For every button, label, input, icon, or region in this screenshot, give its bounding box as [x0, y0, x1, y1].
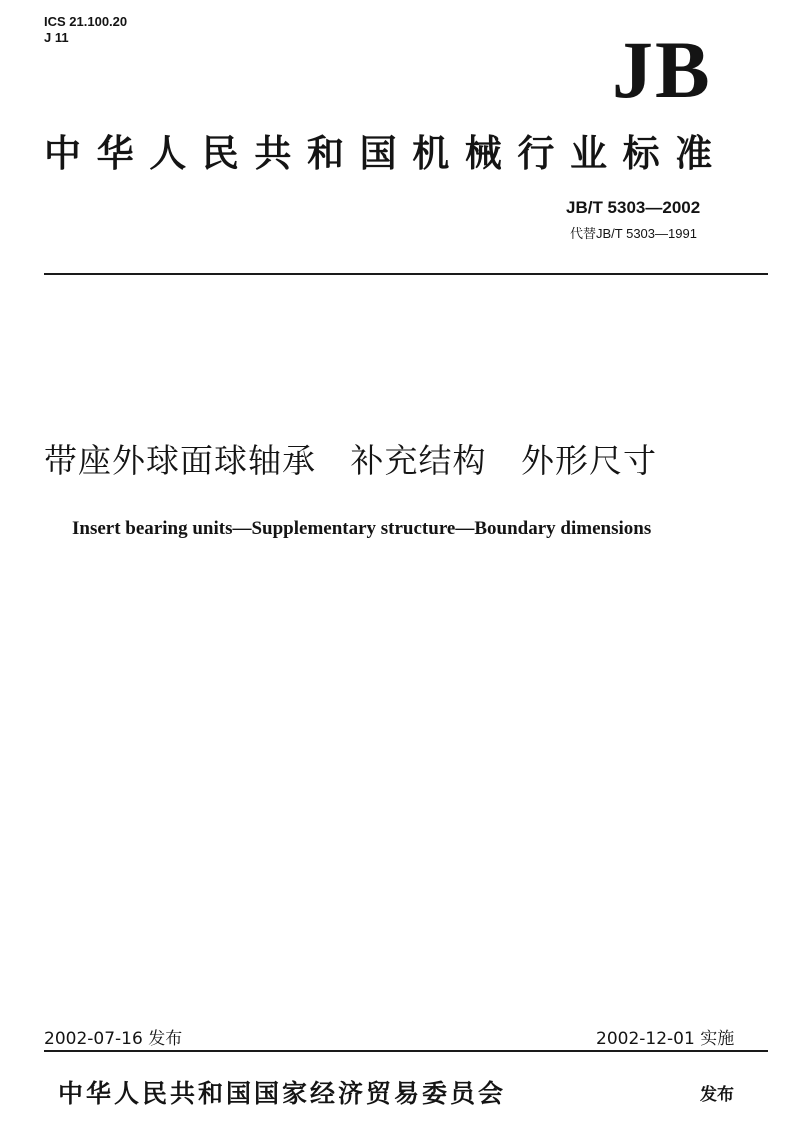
header-divider	[44, 273, 768, 275]
footer-divider	[44, 1050, 768, 1052]
publish-date: 2002-07-16 发布	[44, 1029, 183, 1049]
ics-code: ICS 21.100.20	[44, 14, 128, 29]
document-title-english: Insert bearing units—Supplementary structure—Boundary dimensions	[72, 518, 652, 539]
standard-number: JB/T 5303—2002	[566, 198, 701, 217]
implement-date: 2002-12-01 实施	[596, 1029, 735, 1049]
document-title-chinese: 带座外球面球轴承 补充结构 外形尺寸	[44, 441, 657, 480]
replaced-standard: 代替JB/T 5303—1991	[570, 226, 697, 241]
classification-codes	[44, 14, 127, 46]
cn-classification-code: J 11	[44, 30, 69, 45]
standard-organization-heading: 中华人民共和国机械行业标准	[44, 132, 728, 175]
issuing-label: 发布	[700, 1085, 734, 1105]
issuing-authority: 中华人民共和国国家经济贸易委员会	[58, 1079, 507, 1108]
jb-logo: JB	[612, 24, 712, 115]
